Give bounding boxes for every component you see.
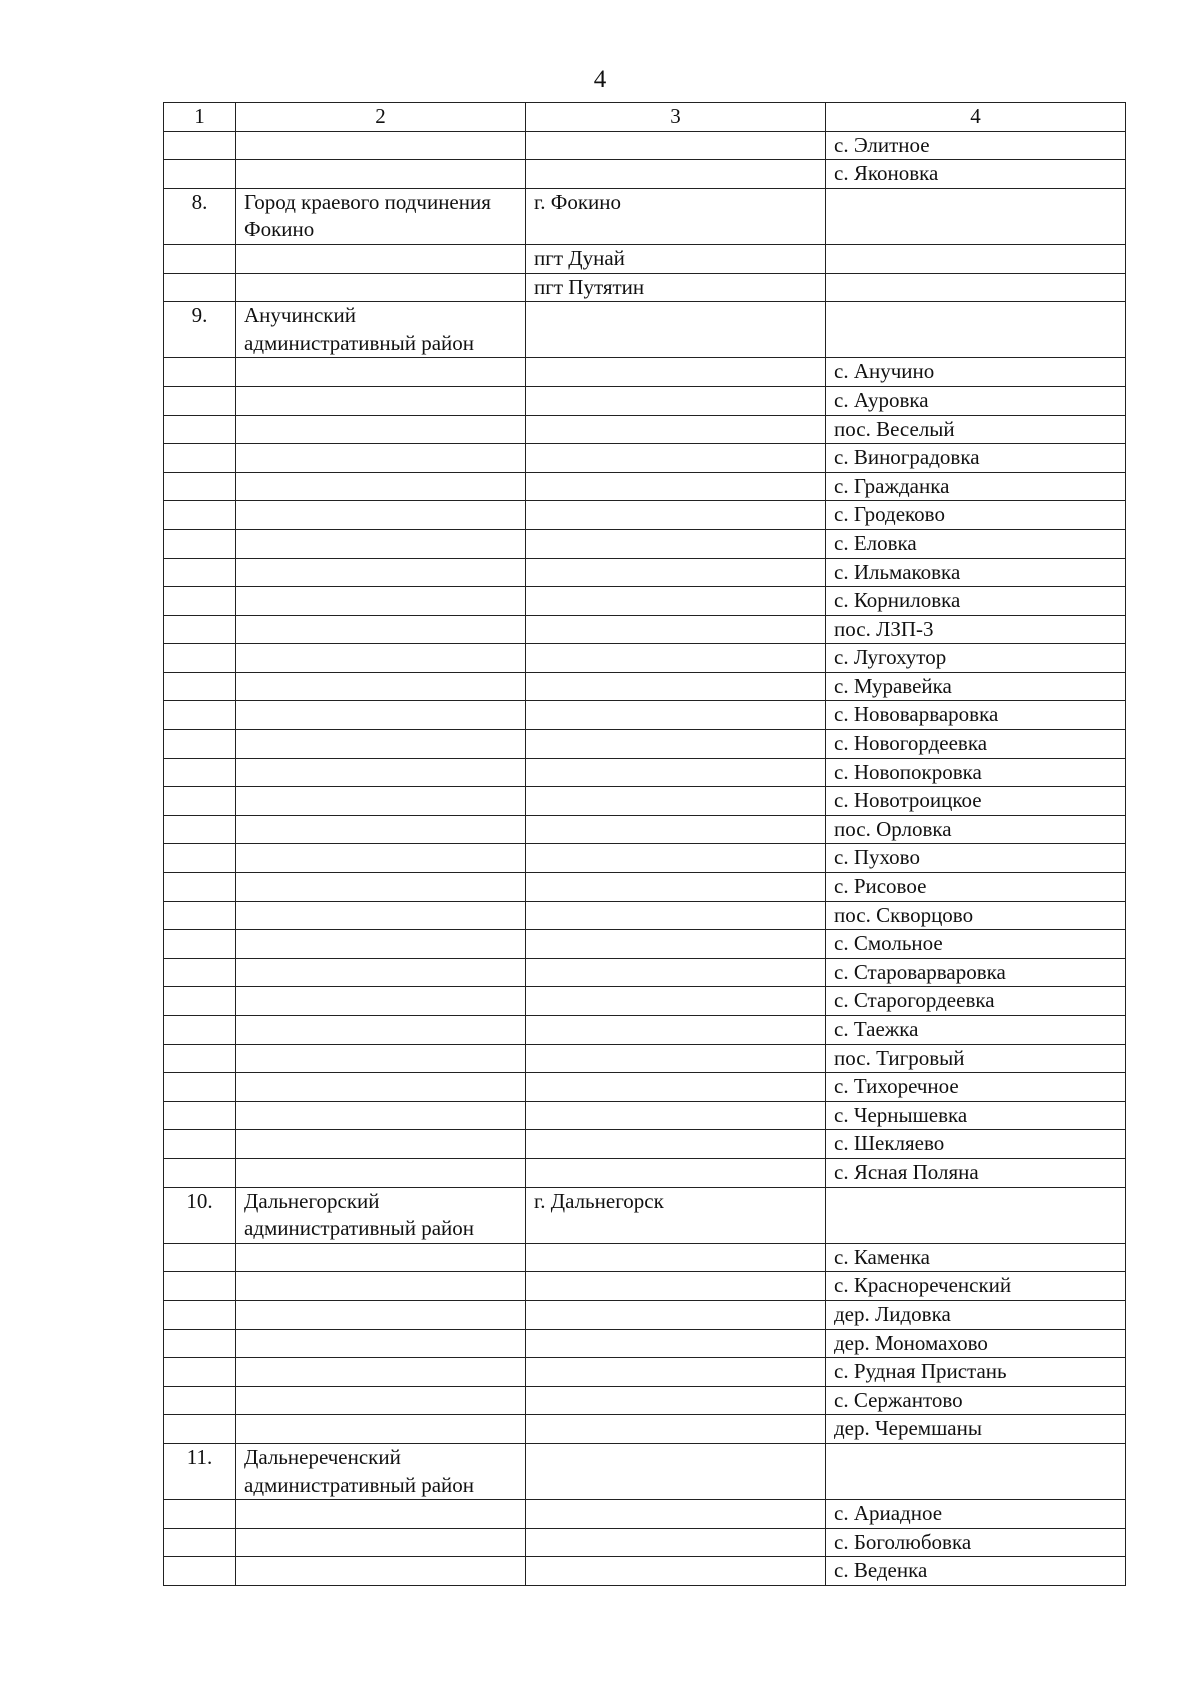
table-row bbox=[164, 1243, 1126, 1272]
table-body bbox=[164, 131, 1126, 1585]
table-row bbox=[164, 1073, 1126, 1102]
row-number bbox=[164, 1101, 236, 1130]
district-name bbox=[236, 672, 526, 701]
city-name bbox=[526, 701, 826, 730]
row-number bbox=[164, 1557, 236, 1586]
row-number bbox=[164, 672, 236, 701]
row-number bbox=[164, 1016, 236, 1045]
row-number bbox=[164, 1329, 236, 1358]
city-name bbox=[526, 1016, 826, 1045]
locality-name: пос. Орловка bbox=[826, 815, 1126, 844]
locality-name: с. Ильмаковка bbox=[826, 558, 1126, 587]
city-name bbox=[526, 1272, 826, 1301]
locality-name bbox=[826, 1187, 1126, 1243]
table-row bbox=[164, 1158, 1126, 1187]
city-name bbox=[526, 587, 826, 616]
district-name bbox=[236, 1130, 526, 1159]
row-number bbox=[164, 472, 236, 501]
district-name bbox=[236, 958, 526, 987]
row-number bbox=[164, 501, 236, 530]
row-number bbox=[164, 587, 236, 616]
locality-name: с. Гродеково bbox=[826, 501, 1126, 530]
row-number bbox=[164, 529, 236, 558]
locality-name: с. Староварваровка bbox=[826, 958, 1126, 987]
row-number: 10. bbox=[164, 1187, 236, 1243]
table-row bbox=[164, 1044, 1126, 1073]
locality-name: с. Новотроицкое bbox=[826, 787, 1126, 816]
table-header-row bbox=[164, 103, 1126, 132]
row-number bbox=[164, 787, 236, 816]
city-name: пгт Дунай bbox=[526, 244, 826, 273]
locality-name: с. Пухово bbox=[826, 844, 1126, 873]
city-name bbox=[526, 615, 826, 644]
district-name bbox=[236, 244, 526, 273]
table-row bbox=[164, 844, 1126, 873]
district-name bbox=[236, 1272, 526, 1301]
district-name bbox=[236, 987, 526, 1016]
row-number bbox=[164, 758, 236, 787]
district-name bbox=[236, 131, 526, 160]
district-name bbox=[236, 644, 526, 673]
locality-name: с. Муравейка bbox=[826, 672, 1126, 701]
locality-name: с. Гражданка bbox=[826, 472, 1126, 501]
locality-name: с. Виноградовка bbox=[826, 444, 1126, 473]
row-number bbox=[164, 558, 236, 587]
city-name bbox=[526, 1243, 826, 1272]
locality-name: с. Корниловка bbox=[826, 587, 1126, 616]
district-name: Город краевого подчинения Фокино bbox=[236, 188, 526, 244]
district-name bbox=[236, 873, 526, 902]
district-name bbox=[236, 529, 526, 558]
row-number bbox=[164, 644, 236, 673]
row-number bbox=[164, 901, 236, 930]
row-number bbox=[164, 730, 236, 759]
row-number bbox=[164, 1300, 236, 1329]
row-number bbox=[164, 160, 236, 189]
table-row bbox=[164, 160, 1126, 189]
row-number bbox=[164, 615, 236, 644]
city-name bbox=[526, 644, 826, 673]
city-name bbox=[526, 1300, 826, 1329]
column-header-3: 3 bbox=[526, 103, 826, 132]
district-name bbox=[236, 587, 526, 616]
locality-name: с. Анучино bbox=[826, 358, 1126, 387]
table-row bbox=[164, 358, 1126, 387]
table-row bbox=[164, 1272, 1126, 1301]
table-row bbox=[164, 273, 1126, 302]
locality-name: с. Новопокровка bbox=[826, 758, 1126, 787]
city-name bbox=[526, 901, 826, 930]
table-row bbox=[164, 1300, 1126, 1329]
row-number bbox=[164, 844, 236, 873]
city-name bbox=[526, 844, 826, 873]
locality-name: с. Чернышевка bbox=[826, 1101, 1126, 1130]
locality-name: пос. ЛЗП-3 bbox=[826, 615, 1126, 644]
city-name bbox=[526, 386, 826, 415]
row-number bbox=[164, 1073, 236, 1102]
city-name bbox=[526, 1557, 826, 1586]
district-name bbox=[236, 1415, 526, 1444]
city-name: пгт Путятин bbox=[526, 273, 826, 302]
row-number bbox=[164, 815, 236, 844]
table-row bbox=[164, 444, 1126, 473]
city-name bbox=[526, 958, 826, 987]
table-row bbox=[164, 758, 1126, 787]
row-number bbox=[164, 958, 236, 987]
district-name bbox=[236, 1386, 526, 1415]
table-row bbox=[164, 1528, 1126, 1557]
row-number bbox=[164, 415, 236, 444]
locality-name: с. Таежка bbox=[826, 1016, 1126, 1045]
district-name bbox=[236, 1158, 526, 1187]
locality-name bbox=[826, 188, 1126, 244]
city-name bbox=[526, 501, 826, 530]
district-name bbox=[236, 615, 526, 644]
locality-name: с. Ариадное bbox=[826, 1500, 1126, 1529]
table-row bbox=[164, 1016, 1126, 1045]
table-row bbox=[164, 529, 1126, 558]
district-name bbox=[236, 1500, 526, 1529]
district-name bbox=[236, 787, 526, 816]
city-name bbox=[526, 873, 826, 902]
city-name bbox=[526, 1415, 826, 1444]
city-name: г. Фокино bbox=[526, 188, 826, 244]
row-number bbox=[164, 701, 236, 730]
district-name bbox=[236, 1528, 526, 1557]
row-number bbox=[164, 358, 236, 387]
city-name bbox=[526, 987, 826, 1016]
city-name bbox=[526, 358, 826, 387]
row-number bbox=[164, 987, 236, 1016]
district-name bbox=[236, 358, 526, 387]
table-row bbox=[164, 558, 1126, 587]
table-row bbox=[164, 244, 1126, 273]
city-name bbox=[526, 1443, 826, 1499]
district-name bbox=[236, 815, 526, 844]
table-row bbox=[164, 415, 1126, 444]
table-row bbox=[164, 787, 1126, 816]
row-number bbox=[164, 1415, 236, 1444]
district-name bbox=[236, 1557, 526, 1586]
locality-name bbox=[826, 244, 1126, 273]
table-row bbox=[164, 1101, 1126, 1130]
locality-name: дер. Черемшаны bbox=[826, 1415, 1126, 1444]
table-row bbox=[164, 1130, 1126, 1159]
locality-name: с. Веденка bbox=[826, 1557, 1126, 1586]
district-name bbox=[236, 1300, 526, 1329]
locality-name: дер. Лидовка bbox=[826, 1300, 1126, 1329]
locality-name: с. Краснореченский bbox=[826, 1272, 1126, 1301]
district-name bbox=[236, 730, 526, 759]
row-number: 9. bbox=[164, 302, 236, 358]
city-name bbox=[526, 302, 826, 358]
district-name bbox=[236, 444, 526, 473]
column-header-4: 4 bbox=[826, 103, 1126, 132]
district-name bbox=[236, 1358, 526, 1387]
district-name bbox=[236, 901, 526, 930]
district-name bbox=[236, 160, 526, 189]
row-number bbox=[164, 1243, 236, 1272]
city-name bbox=[526, 472, 826, 501]
row-number bbox=[164, 131, 236, 160]
city-name bbox=[526, 160, 826, 189]
district-name: Дальнереченский административный район bbox=[236, 1443, 526, 1499]
table-row bbox=[164, 501, 1126, 530]
district-name bbox=[236, 472, 526, 501]
locality-name: с. Каменка bbox=[826, 1243, 1126, 1272]
row-number bbox=[164, 1044, 236, 1073]
table-row bbox=[164, 1187, 1126, 1243]
district-name bbox=[236, 1073, 526, 1102]
table-row bbox=[164, 1358, 1126, 1387]
city-name bbox=[526, 1386, 826, 1415]
settlements-table bbox=[163, 102, 1126, 1586]
district-name bbox=[236, 1243, 526, 1272]
city-name bbox=[526, 1528, 826, 1557]
district-name bbox=[236, 558, 526, 587]
row-number bbox=[164, 1386, 236, 1415]
row-number bbox=[164, 1158, 236, 1187]
row-number bbox=[164, 1500, 236, 1529]
table-row bbox=[164, 644, 1126, 673]
city-name bbox=[526, 1044, 826, 1073]
city-name bbox=[526, 1130, 826, 1159]
column-header-1: 1 bbox=[164, 103, 236, 132]
district-name bbox=[236, 501, 526, 530]
locality-name: с. Рисовое bbox=[826, 873, 1126, 902]
row-number bbox=[164, 1358, 236, 1387]
table-row bbox=[164, 472, 1126, 501]
locality-name: пос. Тигровый bbox=[826, 1044, 1126, 1073]
table-row bbox=[164, 615, 1126, 644]
locality-name: пос. Скворцово bbox=[826, 901, 1126, 930]
city-name bbox=[526, 529, 826, 558]
row-number bbox=[164, 244, 236, 273]
row-number bbox=[164, 1272, 236, 1301]
table-row bbox=[164, 386, 1126, 415]
table-row bbox=[164, 587, 1126, 616]
table-row bbox=[164, 930, 1126, 959]
table-header bbox=[164, 103, 1126, 132]
city-name bbox=[526, 758, 826, 787]
locality-name: с. Элитное bbox=[826, 131, 1126, 160]
district-name bbox=[236, 386, 526, 415]
row-number bbox=[164, 386, 236, 415]
city-name bbox=[526, 444, 826, 473]
city-name bbox=[526, 1358, 826, 1387]
locality-name bbox=[826, 273, 1126, 302]
locality-name: с. Смольное bbox=[826, 930, 1126, 959]
table-row bbox=[164, 701, 1126, 730]
row-number: 11. bbox=[164, 1443, 236, 1499]
city-name bbox=[526, 131, 826, 160]
locality-name: с. Новогордеевка bbox=[826, 730, 1126, 759]
city-name bbox=[526, 415, 826, 444]
row-number bbox=[164, 444, 236, 473]
table-row bbox=[164, 188, 1126, 244]
city-name bbox=[526, 1500, 826, 1529]
city-name bbox=[526, 1101, 826, 1130]
page-number: 4 bbox=[593, 66, 607, 93]
table-row bbox=[164, 302, 1126, 358]
city-name bbox=[526, 730, 826, 759]
district-name bbox=[236, 844, 526, 873]
district-name bbox=[236, 415, 526, 444]
locality-name: пос. Веселый bbox=[826, 415, 1126, 444]
city-name bbox=[526, 815, 826, 844]
district-name: Анучинский административный район bbox=[236, 302, 526, 358]
table-row bbox=[164, 1329, 1126, 1358]
locality-name bbox=[826, 1443, 1126, 1499]
table-row bbox=[164, 1500, 1126, 1529]
locality-name: с. Шекляево bbox=[826, 1130, 1126, 1159]
locality-name: с. Рудная Пристань bbox=[826, 1358, 1126, 1387]
table-row bbox=[164, 987, 1126, 1016]
city-name bbox=[526, 672, 826, 701]
district-name bbox=[236, 273, 526, 302]
district-name bbox=[236, 1044, 526, 1073]
table-row bbox=[164, 131, 1126, 160]
city-name bbox=[526, 1073, 826, 1102]
column-header-2: 2 bbox=[236, 103, 526, 132]
table-row bbox=[164, 901, 1126, 930]
locality-name: с. Ауровка bbox=[826, 386, 1126, 415]
city-name: г. Дальнегорск bbox=[526, 1187, 826, 1243]
row-number bbox=[164, 1130, 236, 1159]
locality-name: с. Нововарваровка bbox=[826, 701, 1126, 730]
table-row bbox=[164, 1443, 1126, 1499]
table-row bbox=[164, 1415, 1126, 1444]
city-name bbox=[526, 930, 826, 959]
table-row bbox=[164, 672, 1126, 701]
locality-name: с. Ясная Поляна bbox=[826, 1158, 1126, 1187]
locality-name: с. Лугохутор bbox=[826, 644, 1126, 673]
locality-name: с. Еловка bbox=[826, 529, 1126, 558]
city-name bbox=[526, 1329, 826, 1358]
district-name bbox=[236, 930, 526, 959]
locality-name bbox=[826, 302, 1126, 358]
row-number: 8. bbox=[164, 188, 236, 244]
city-name bbox=[526, 1158, 826, 1187]
district-name bbox=[236, 701, 526, 730]
locality-name: с. Боголюбовка bbox=[826, 1528, 1126, 1557]
table-row bbox=[164, 1386, 1126, 1415]
city-name bbox=[526, 558, 826, 587]
district-name bbox=[236, 758, 526, 787]
row-number bbox=[164, 1528, 236, 1557]
locality-name: дер. Мономахово bbox=[826, 1329, 1126, 1358]
table-row bbox=[164, 1557, 1126, 1586]
row-number bbox=[164, 873, 236, 902]
table-row bbox=[164, 815, 1126, 844]
district-name bbox=[236, 1329, 526, 1358]
locality-name: с. Яконовка bbox=[826, 160, 1126, 189]
district-name bbox=[236, 1016, 526, 1045]
locality-name: с. Тихоречное bbox=[826, 1073, 1126, 1102]
locality-name: с. Сержантово bbox=[826, 1386, 1126, 1415]
table-row bbox=[164, 873, 1126, 902]
table-row bbox=[164, 730, 1126, 759]
city-name bbox=[526, 787, 826, 816]
district-name bbox=[236, 1101, 526, 1130]
table-row bbox=[164, 958, 1126, 987]
row-number bbox=[164, 930, 236, 959]
row-number bbox=[164, 273, 236, 302]
locality-name: с. Старогордеевка bbox=[826, 987, 1126, 1016]
district-name: Дальнегорский административный район bbox=[236, 1187, 526, 1243]
